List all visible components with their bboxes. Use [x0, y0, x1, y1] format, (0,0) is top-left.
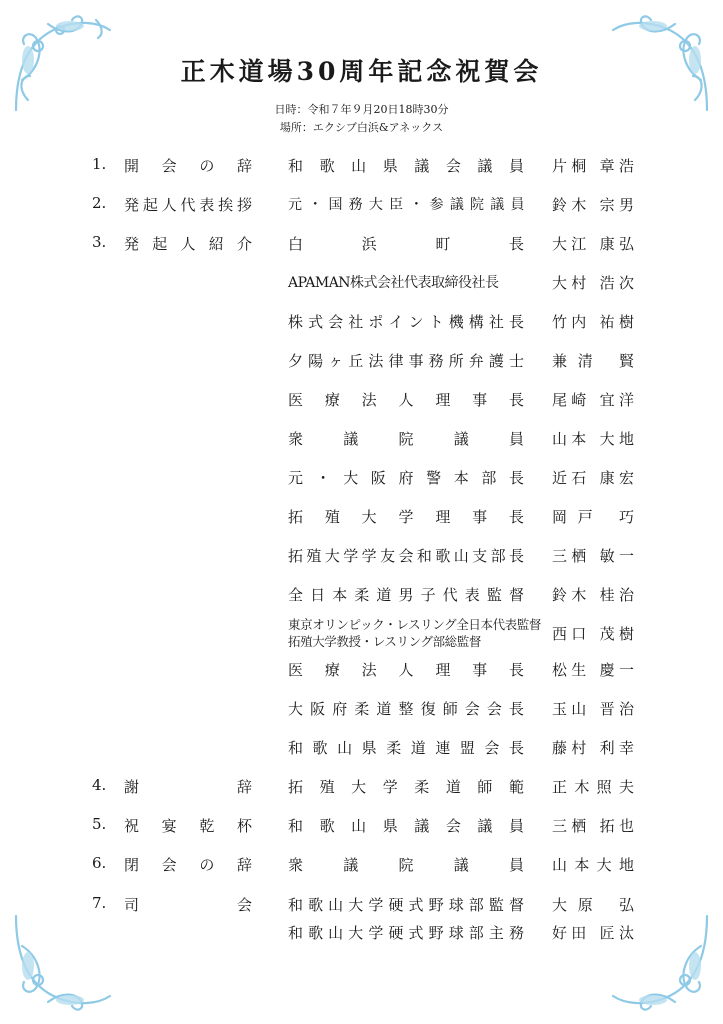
row-number: 2.: [92, 194, 107, 212]
row-name: 片桐 章浩: [552, 157, 634, 175]
row-item: 発起人代表挨拶: [124, 196, 252, 214]
row-role: 和歌山大学硬式野球部監督: [288, 896, 524, 914]
program-row: [0, 347, 723, 375]
row-name: 山本 大地: [552, 430, 634, 448]
row-role-line: 東京オリンピック・レスリング全日本代表監督: [288, 617, 541, 632]
row-name: 三栖 敏一: [552, 547, 634, 565]
row-name: 大村 浩次: [552, 274, 634, 292]
row-role: 衆議院議員: [288, 430, 524, 448]
program-row: [0, 656, 723, 684]
row-role: 白浜町長: [288, 235, 524, 253]
program-row: [0, 386, 723, 414]
row-role: 株式会社ポイント機構社長: [288, 313, 524, 331]
row-name: 尾崎 宜洋: [552, 391, 634, 409]
program-row: [0, 464, 723, 492]
row-item: 開会の辞: [124, 157, 252, 175]
row-number: 3.: [92, 233, 107, 251]
row-role: 和歌山大学硬式野球部主務: [288, 924, 524, 942]
row-item: 閉会の辞: [124, 856, 252, 874]
row-name: 大江 康弘: [552, 235, 634, 253]
row-role: 和歌山県柔道連盟会長: [288, 739, 524, 757]
row-item: 司会: [124, 896, 252, 914]
row-name: 鈴木 宗男: [552, 196, 634, 214]
row-name: 玉山 晋治: [552, 700, 634, 718]
row-name: 竹内 祐樹: [552, 313, 634, 331]
row-role: 元・国務大臣・参議院議員: [288, 197, 524, 213]
row-number: 7.: [92, 894, 107, 912]
row-number: 1.: [92, 155, 107, 173]
program-row: [0, 542, 723, 570]
program-row: [0, 734, 723, 762]
row-name: 松生 慶一: [552, 661, 634, 679]
row-name: 近石 康宏: [552, 469, 634, 487]
row-number: 4.: [92, 776, 107, 794]
row-number: 5.: [92, 815, 107, 833]
program-row: [0, 308, 723, 336]
row-name: 三栖 拓也: [552, 817, 634, 835]
program-row: [0, 617, 723, 649]
row-name: 岡戸 巧: [552, 508, 634, 526]
row-role: 拓殖大学柔道師範: [288, 778, 524, 796]
event-date: 日時：令和７年９月20日18時30分: [274, 103, 449, 116]
row-role: 拓殖大学学友会和歌山支部長: [288, 547, 524, 565]
program-row: [0, 503, 723, 531]
row-role: 医療法人理事長: [288, 391, 524, 409]
row-role-line: 拓殖大学教授・レスリング部総監督: [288, 634, 481, 649]
row-role: 元・大阪府警本部長: [288, 469, 524, 487]
row-name: 好田 匠汰: [552, 924, 634, 942]
program-row: [0, 891, 723, 919]
row-name: 藤村 利幸: [552, 739, 634, 757]
row-role: 衆議院議員: [288, 856, 524, 874]
program-row: [0, 191, 723, 219]
program-row: [0, 812, 723, 840]
event-place: 場所：エクシブ白浜&アネックス: [279, 121, 444, 134]
row-name: 大原 弘: [552, 896, 634, 914]
row-number: 6.: [92, 854, 107, 872]
row-item: 謝辞: [124, 778, 252, 796]
program-row: [0, 581, 723, 609]
row-name: 兼清 賢: [552, 352, 634, 370]
program-row: [0, 425, 723, 453]
row-role: 和歌山県議会議員: [288, 817, 524, 835]
program-row: [0, 230, 723, 258]
row-name: 鈴木 桂治: [552, 586, 634, 604]
row-name: 正木照夫: [552, 778, 634, 796]
program-row: [0, 695, 723, 723]
row-role: 医療法人理事長: [288, 661, 524, 679]
program-row: [0, 773, 723, 801]
row-name: 西口 茂樹: [552, 625, 634, 643]
program-row: [0, 269, 723, 297]
row-role: 夕陽ヶ丘法律事務所弁護士: [288, 352, 524, 370]
program-row: [0, 919, 723, 947]
row-role: 拓殖大学理事長: [288, 508, 524, 526]
row-role: 和歌山県議会議員: [288, 157, 524, 175]
row-role: 全日本柔道男子代表監督: [288, 586, 524, 604]
program-row: [0, 851, 723, 879]
row-item: 発起人紹介: [124, 235, 252, 253]
row-item: 祝宴乾杯: [124, 817, 252, 835]
row-role: [288, 616, 541, 650]
page-title: 正木道場30周年記念祝賀会: [180, 57, 543, 86]
row-role: APAMAN株式会社代表取締役社長: [288, 275, 499, 291]
row-name: 山本大地: [552, 856, 634, 874]
row-role: 大阪府柔道整復師会会長: [288, 700, 524, 718]
program-row: [0, 152, 723, 180]
